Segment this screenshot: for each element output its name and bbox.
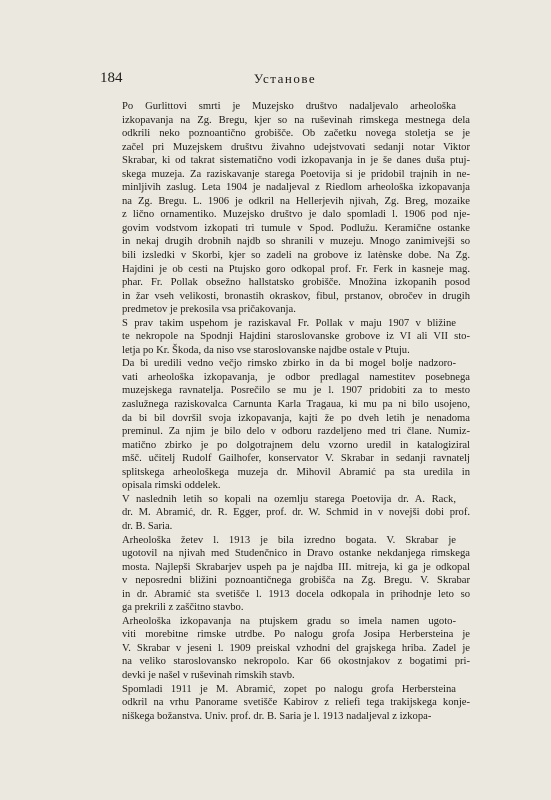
text-line: govim vodstvom izkopati tri tumule v Spod. Podlužu. Keramične ostanke — [122, 222, 470, 234]
text-line: skega muzeja. Za raziskavanje starega Poetovija si je pridobil trajnih in ne- — [122, 168, 470, 180]
paragraph — [108, 683, 470, 724]
text-line: odkrili neko poznoantično grobišče. Ob začetku novega stoletja se je — [122, 128, 470, 140]
text-line: na veliko staroslovansko nekropolo. Kar 66 okostnjakov z bogatimi pri- — [122, 656, 470, 668]
text-line: viti morebitne rimske utrdbe. Po nalogu grofa Josipa Herbersteina je — [122, 629, 470, 641]
text-line: devki je našel v ruševinah rimskih stavb. — [122, 669, 295, 681]
text-line: predmetov je prekosila vsa pričakovanja. — [122, 304, 296, 316]
text-line: V naslednih letih so kopali na ozemlju starega Poetovija dr. A. Rack, — [122, 493, 456, 505]
text-line: mosta. Najlepši Skrabarjev uspeh pa je najdba III. mitreja, ki ga je odkopal — [122, 561, 470, 573]
text-line: Skrabar, ki od takrat sistematično vodi izkopavanja in je še danes duša ptuj- — [122, 155, 470, 167]
text-line: mšč. učitelj Rudolf Gailhofer, konservator V. Skrabar in sedanji ravnatelj — [122, 453, 470, 465]
text-line: matično zbirko je po dolgotrajnem delu vzorno uredil in katalogiziral — [122, 439, 470, 451]
text-line: Po Gurlittovi smrti je Muzejsko društvo nadaljevalo arheološka — [122, 101, 456, 112]
text-line: dr. M. Abramić, dr. R. Egger, prof. dr. W. Schmid in v novejši dobi prof. — [122, 507, 470, 519]
text-line: S prav takim uspehom je raziskaval Fr. Pollak v maju 1907 v bližine — [122, 317, 456, 329]
paragraph — [108, 534, 470, 615]
text-line: bili izsledki v Skorbi, kjer so zadeli na grobove iz latènske dobe. Na Zg. — [122, 250, 470, 262]
page-header — [100, 70, 470, 90]
text-line: Spomladi 1911 je M. Abramić, zopet po nalogu grofa Herbersteina — [122, 683, 456, 695]
running-title: Установе — [253, 71, 317, 86]
text-line: začel pri Muzejskem društvu živahno udejstvovati sedanji notar Viktor — [122, 141, 470, 153]
text-line: odkril na vrhu Panorame svetišče Kabirov z reliefi tega trakijskega konje- — [122, 697, 470, 709]
text-line: z lično ornamentiko. Muzejsko društvo je dalo spomladi l. 1906 pod nje- — [122, 209, 470, 221]
text-line: te nekropole na Spodnji Hajdini staroslovanske grobove iz VI ali VII sto- — [122, 331, 470, 343]
text-line: izkopavanja na Zg. Bregu, kjer so na ruševinah rimskega mestnega dela — [122, 114, 470, 126]
text-line: v neposredni bližini poznoantičnega grobišča na Zg. Bregu. V. Skrabar — [122, 575, 470, 587]
paragraph — [108, 100, 470, 317]
text-line: in žar vseh velikosti, bronastih okraskov, fibul, prstanov, obročev in drugih — [122, 290, 470, 302]
text-line: opisala rimski oddelek. — [122, 480, 221, 492]
text-line: dr. B. Saria. — [122, 520, 173, 532]
text-line: Arheološka izkopavanja na ptujskem gradu so imela namen ugoto- — [122, 615, 456, 627]
text-line: na Zg. Bregu. L. 1906 je odkril na Hellerjevih njivah, Zg. Breg, mozaike — [122, 195, 470, 207]
text-line: in nekaj drugih drobnih najdb so shranili v muzeju. Mnogo zanimivejši so — [122, 236, 470, 248]
paragraph — [108, 493, 470, 534]
body-text — [108, 100, 470, 723]
text-line: vati arheološka izkopavanja, je odbor predlagal namestitev posebnega — [122, 371, 470, 383]
text-line: ga prekrili z zaščitno stavbo. — [122, 602, 244, 614]
text-line: splitskega arheološkega muzeja dr. Mihovil Abramić pa sta uredila in — [122, 466, 470, 478]
text-line: letja po Kr. Škoda, da niso vse staroslovanske najdbe ostale v Ptuju. — [122, 344, 410, 356]
text-line: V. Skrabar v jeseni l. 1909 preiskal vzhodni del grajskega hriba. Zadel je — [122, 642, 470, 654]
text-line: preminul. Za njim je bilo delo v odboru razdeljeno med tri člane. Numiz- — [122, 426, 470, 438]
paragraph — [108, 317, 470, 358]
text-line: niškega božanstva. Univ. prof. dr. B. Saria je l. 1913 nadaljeval z izkopa- — [122, 710, 432, 722]
text-line: in dr. Abramić sta svetišče l. 1913 docela odkopala in prihodnje leto so — [122, 588, 470, 600]
text-line: zaslužnega raziskovalca Carnunta Karla Tragaua, ki mu pa ni bilo usojeno, — [122, 399, 470, 411]
text-line: Hajdini je ob cesti na Ptujsko goro odkopal prof. Fr. Ferk in kasneje mag. — [122, 263, 470, 275]
text-line: da bi bil dovršil svoja izkopavanja, kajti že po dveh letih je nenadoma — [122, 412, 470, 424]
text-line: muzejskega ravnatelja. Posrečilo se mu je l. 1907 pridobiti za to mesto — [122, 385, 470, 397]
text-line: minljivih zaslug. Leta 1904 je nadaljeval z Riedlom arheološka izkopavanja — [122, 182, 470, 194]
text-line: ugotovil na njivah med Studenčnico in Dravo ostanke nekdanjega rimskega — [122, 548, 470, 560]
paragraph — [108, 615, 470, 683]
text-line: Arheološka žetev l. 1913 je bila izredno bogata. V. Skrabar je — [122, 534, 456, 546]
text-line: phar. Fr. Pollak obsežno hallstatsko grobišče. Množina izkopanih posod — [122, 277, 470, 289]
text-line: Da bi uredili vedno večjo rimsko zbirko in da bi mogel bolje nadzoro- — [122, 358, 456, 370]
paragraph — [108, 357, 470, 492]
page-number: 184 — [100, 70, 123, 86]
